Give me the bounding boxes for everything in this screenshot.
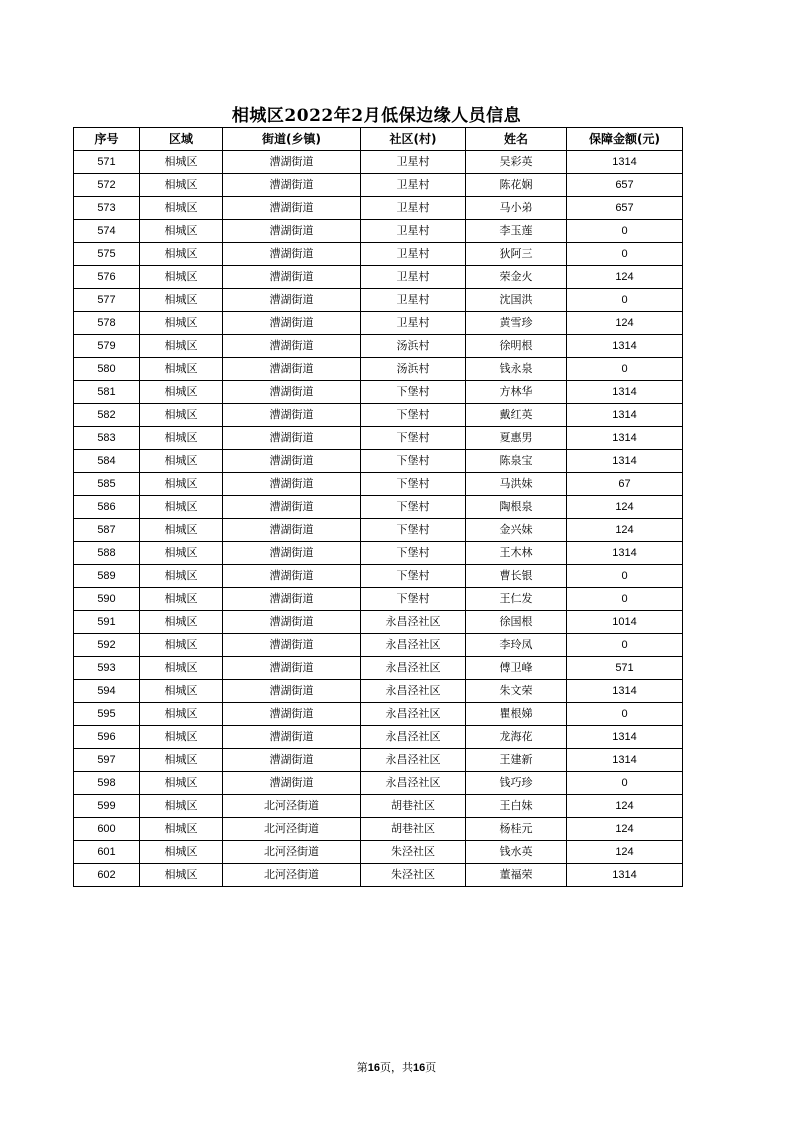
beneficiary-table [73,127,683,887]
cell-area: 相城区 [140,197,223,220]
table-row [74,496,683,519]
cell-community: 下堡村 [361,450,466,473]
cell-no: 602 [74,864,140,887]
cell-area: 相城区 [140,657,223,680]
cell-area: 相城区 [140,381,223,404]
cell-name: 杨桂元 [466,818,567,841]
table-header-row [74,128,683,151]
table-row [74,174,683,197]
cell-community: 下堡村 [361,588,466,611]
cell-street: 漕湖街道 [223,289,361,312]
cell-community: 汤浜村 [361,358,466,381]
cell-amount: 1314 [567,450,683,473]
cell-name: 戴红英 [466,404,567,427]
cell-name: 夏惠男 [466,427,567,450]
cell-street: 北河泾街道 [223,818,361,841]
cell-street: 漕湖街道 [223,542,361,565]
cell-amount: 1314 [567,726,683,749]
cell-no: 597 [74,749,140,772]
cell-name: 傅卫峰 [466,657,567,680]
cell-no: 584 [74,450,140,473]
cell-amount: 124 [567,795,683,818]
cell-amount: 1314 [567,542,683,565]
cell-amount: 124 [567,266,683,289]
cell-community: 卫星村 [361,220,466,243]
cell-area: 相城区 [140,220,223,243]
cell-amount: 571 [567,657,683,680]
cell-community: 下堡村 [361,427,466,450]
table-row [74,818,683,841]
column-header-no: 序号 [74,128,140,151]
cell-area: 相城区 [140,634,223,657]
cell-area: 相城区 [140,450,223,473]
page-footer [0,1059,793,1075]
cell-amount: 124 [567,841,683,864]
cell-name: 陈花娴 [466,174,567,197]
cell-area: 相城区 [140,404,223,427]
cell-name: 钱永泉 [466,358,567,381]
cell-no: 586 [74,496,140,519]
cell-name: 徐国根 [466,611,567,634]
cell-amount: 1314 [567,404,683,427]
table-row [74,565,683,588]
cell-area: 相城区 [140,473,223,496]
cell-amount: 657 [567,174,683,197]
cell-street: 漕湖街道 [223,611,361,634]
table-row [74,611,683,634]
cell-no: 583 [74,427,140,450]
cell-amount: 1314 [567,749,683,772]
table-row [74,703,683,726]
cell-community: 下堡村 [361,565,466,588]
cell-area: 相城区 [140,312,223,335]
cell-no: 571 [74,151,140,174]
table-row [74,519,683,542]
table-row [74,197,683,220]
table-row [74,634,683,657]
cell-community: 卫星村 [361,266,466,289]
cell-area: 相城区 [140,335,223,358]
cell-area: 相城区 [140,795,223,818]
cell-community: 永昌泾社区 [361,611,466,634]
table-row [74,335,683,358]
cell-name: 董福荣 [466,864,567,887]
cell-name: 黄雪珍 [466,312,567,335]
cell-community: 永昌泾社区 [361,726,466,749]
cell-no: 601 [74,841,140,864]
cell-amount: 124 [567,519,683,542]
cell-area: 相城区 [140,680,223,703]
cell-no: 600 [74,818,140,841]
table-row [74,289,683,312]
cell-street: 漕湖街道 [223,266,361,289]
cell-area: 相城区 [140,542,223,565]
cell-community: 永昌泾社区 [361,772,466,795]
cell-community: 永昌泾社区 [361,749,466,772]
cell-no: 572 [74,174,140,197]
cell-area: 相城区 [140,703,223,726]
cell-no: 596 [74,726,140,749]
cell-no: 594 [74,680,140,703]
cell-area: 相城区 [140,818,223,841]
cell-street: 漕湖街道 [223,680,361,703]
cell-community: 胡巷社区 [361,818,466,841]
cell-amount: 1314 [567,864,683,887]
cell-amount: 0 [567,565,683,588]
cell-name: 王木林 [466,542,567,565]
cell-street: 漕湖街道 [223,151,361,174]
cell-name: 钱巧珍 [466,772,567,795]
cell-street: 漕湖街道 [223,473,361,496]
cell-no: 581 [74,381,140,404]
footer-suffix: 页 [425,1061,437,1074]
footer-prefix: 第 [356,1061,368,1074]
cell-street: 漕湖街道 [223,588,361,611]
cell-amount: 124 [567,818,683,841]
document-title: 相城区2022年2月低保边缘人员信息 [231,106,522,126]
cell-street: 北河泾街道 [223,795,361,818]
cell-street: 漕湖街道 [223,772,361,795]
cell-amount: 1314 [567,335,683,358]
cell-street: 漕湖街道 [223,197,361,220]
cell-area: 相城区 [140,174,223,197]
cell-street: 漕湖街道 [223,726,361,749]
cell-area: 相城区 [140,427,223,450]
cell-community: 卫星村 [361,197,466,220]
cell-community: 下堡村 [361,519,466,542]
cell-street: 北河泾街道 [223,841,361,864]
table-row [74,358,683,381]
table-row [74,588,683,611]
cell-name: 曹长银 [466,565,567,588]
table-row [74,473,683,496]
cell-no: 585 [74,473,140,496]
cell-area: 相城区 [140,726,223,749]
table-row [74,864,683,887]
table-row [74,450,683,473]
cell-no: 577 [74,289,140,312]
cell-no: 593 [74,657,140,680]
cell-amount: 124 [567,496,683,519]
cell-name: 李玉莲 [466,220,567,243]
cell-name: 陶根泉 [466,496,567,519]
cell-amount: 0 [567,289,683,312]
cell-area: 相城区 [140,243,223,266]
cell-street: 漕湖街道 [223,749,361,772]
cell-community: 下堡村 [361,404,466,427]
cell-amount: 1314 [567,381,683,404]
cell-area: 相城区 [140,289,223,312]
cell-amount: 124 [567,312,683,335]
table-row [74,266,683,289]
cell-name: 徐明根 [466,335,567,358]
cell-no: 579 [74,335,140,358]
column-header-street: 街道(乡镇) [223,128,361,151]
cell-no: 589 [74,565,140,588]
cell-area: 相城区 [140,588,223,611]
cell-street: 漕湖街道 [223,450,361,473]
cell-community: 下堡村 [361,542,466,565]
cell-street: 漕湖街道 [223,496,361,519]
cell-community: 卫星村 [361,174,466,197]
table-row [74,726,683,749]
cell-amount: 0 [567,220,683,243]
cell-name: 王仁发 [466,588,567,611]
cell-name: 瞿根娣 [466,703,567,726]
table-row [74,312,683,335]
cell-community: 永昌泾社区 [361,657,466,680]
cell-street: 漕湖街道 [223,634,361,657]
cell-no: 591 [74,611,140,634]
cell-no: 580 [74,358,140,381]
cell-community: 卫星村 [361,289,466,312]
cell-community: 朱泾社区 [361,864,466,887]
cell-amount: 1014 [567,611,683,634]
cell-no: 578 [74,312,140,335]
cell-area: 相城区 [140,611,223,634]
footer-middle: 页，共 [380,1061,413,1074]
cell-area: 相城区 [140,772,223,795]
cell-no: 574 [74,220,140,243]
cell-community: 下堡村 [361,473,466,496]
cell-street: 漕湖街道 [223,565,361,588]
cell-area: 相城区 [140,519,223,542]
cell-no: 598 [74,772,140,795]
cell-street: 漕湖街道 [223,381,361,404]
cell-amount: 657 [567,197,683,220]
column-header-name: 姓名 [466,128,567,151]
cell-area: 相城区 [140,496,223,519]
cell-name: 陈泉宝 [466,450,567,473]
cell-community: 下堡村 [361,496,466,519]
column-header-community: 社区(村) [361,128,466,151]
cell-area: 相城区 [140,266,223,289]
cell-name: 方林华 [466,381,567,404]
cell-area: 相城区 [140,749,223,772]
cell-street: 漕湖街道 [223,335,361,358]
table-row [74,220,683,243]
cell-street: 漕湖街道 [223,174,361,197]
table-row [74,772,683,795]
footer-page-number: 16 [367,1062,380,1074]
table-row [74,381,683,404]
cell-area: 相城区 [140,358,223,381]
cell-amount: 1314 [567,427,683,450]
footer-total-pages: 16 [413,1062,426,1074]
cell-name: 钱水英 [466,841,567,864]
column-header-area: 区域 [140,128,223,151]
cell-name: 马小弟 [466,197,567,220]
cell-no: 576 [74,266,140,289]
table-row [74,680,683,703]
cell-no: 595 [74,703,140,726]
cell-street: 漕湖街道 [223,243,361,266]
cell-community: 朱泾社区 [361,841,466,864]
cell-amount: 0 [567,634,683,657]
table-row [74,841,683,864]
cell-name: 朱文荣 [466,680,567,703]
cell-amount: 0 [567,588,683,611]
cell-street: 漕湖街道 [223,404,361,427]
cell-amount: 0 [567,703,683,726]
cell-name: 吴彩英 [466,151,567,174]
cell-no: 599 [74,795,140,818]
table-row [74,427,683,450]
cell-street: 漕湖街道 [223,657,361,680]
table-row [74,749,683,772]
cell-name: 沈国洪 [466,289,567,312]
table-row [74,243,683,266]
cell-no: 587 [74,519,140,542]
cell-community: 永昌泾社区 [361,634,466,657]
cell-name: 马洪妹 [466,473,567,496]
table-row [74,542,683,565]
cell-no: 592 [74,634,140,657]
cell-street: 漕湖街道 [223,358,361,381]
cell-amount: 1314 [567,680,683,703]
table-row [74,151,683,174]
cell-community: 永昌泾社区 [361,680,466,703]
cell-name: 王白妹 [466,795,567,818]
cell-amount: 0 [567,243,683,266]
column-header-amount: 保障金额(元) [567,128,683,151]
cell-amount: 1314 [567,151,683,174]
cell-name: 金兴妹 [466,519,567,542]
cell-name: 荣金火 [466,266,567,289]
table-row [74,657,683,680]
cell-amount: 0 [567,358,683,381]
cell-street: 北河泾街道 [223,864,361,887]
cell-community: 卫星村 [361,312,466,335]
cell-street: 漕湖街道 [223,312,361,335]
cell-amount: 67 [567,473,683,496]
table-row [74,795,683,818]
cell-street: 漕湖街道 [223,220,361,243]
cell-no: 575 [74,243,140,266]
cell-community: 永昌泾社区 [361,703,466,726]
cell-no: 590 [74,588,140,611]
cell-street: 漕湖街道 [223,427,361,450]
cell-no: 588 [74,542,140,565]
cell-no: 582 [74,404,140,427]
cell-community: 卫星村 [361,151,466,174]
cell-no: 573 [74,197,140,220]
cell-street: 漕湖街道 [223,519,361,542]
cell-area: 相城区 [140,565,223,588]
cell-community: 卫星村 [361,243,466,266]
table-body [74,151,683,887]
cell-name: 李玲凤 [466,634,567,657]
cell-amount: 0 [567,772,683,795]
cell-street: 漕湖街道 [223,703,361,726]
cell-community: 胡巷社区 [361,795,466,818]
cell-community: 汤浜村 [361,335,466,358]
cell-name: 王建新 [466,749,567,772]
cell-name: 狄阿三 [466,243,567,266]
table-row [74,404,683,427]
cell-area: 相城区 [140,864,223,887]
cell-area: 相城区 [140,151,223,174]
cell-area: 相城区 [140,841,223,864]
cell-name: 龙海花 [466,726,567,749]
cell-community: 下堡村 [361,381,466,404]
